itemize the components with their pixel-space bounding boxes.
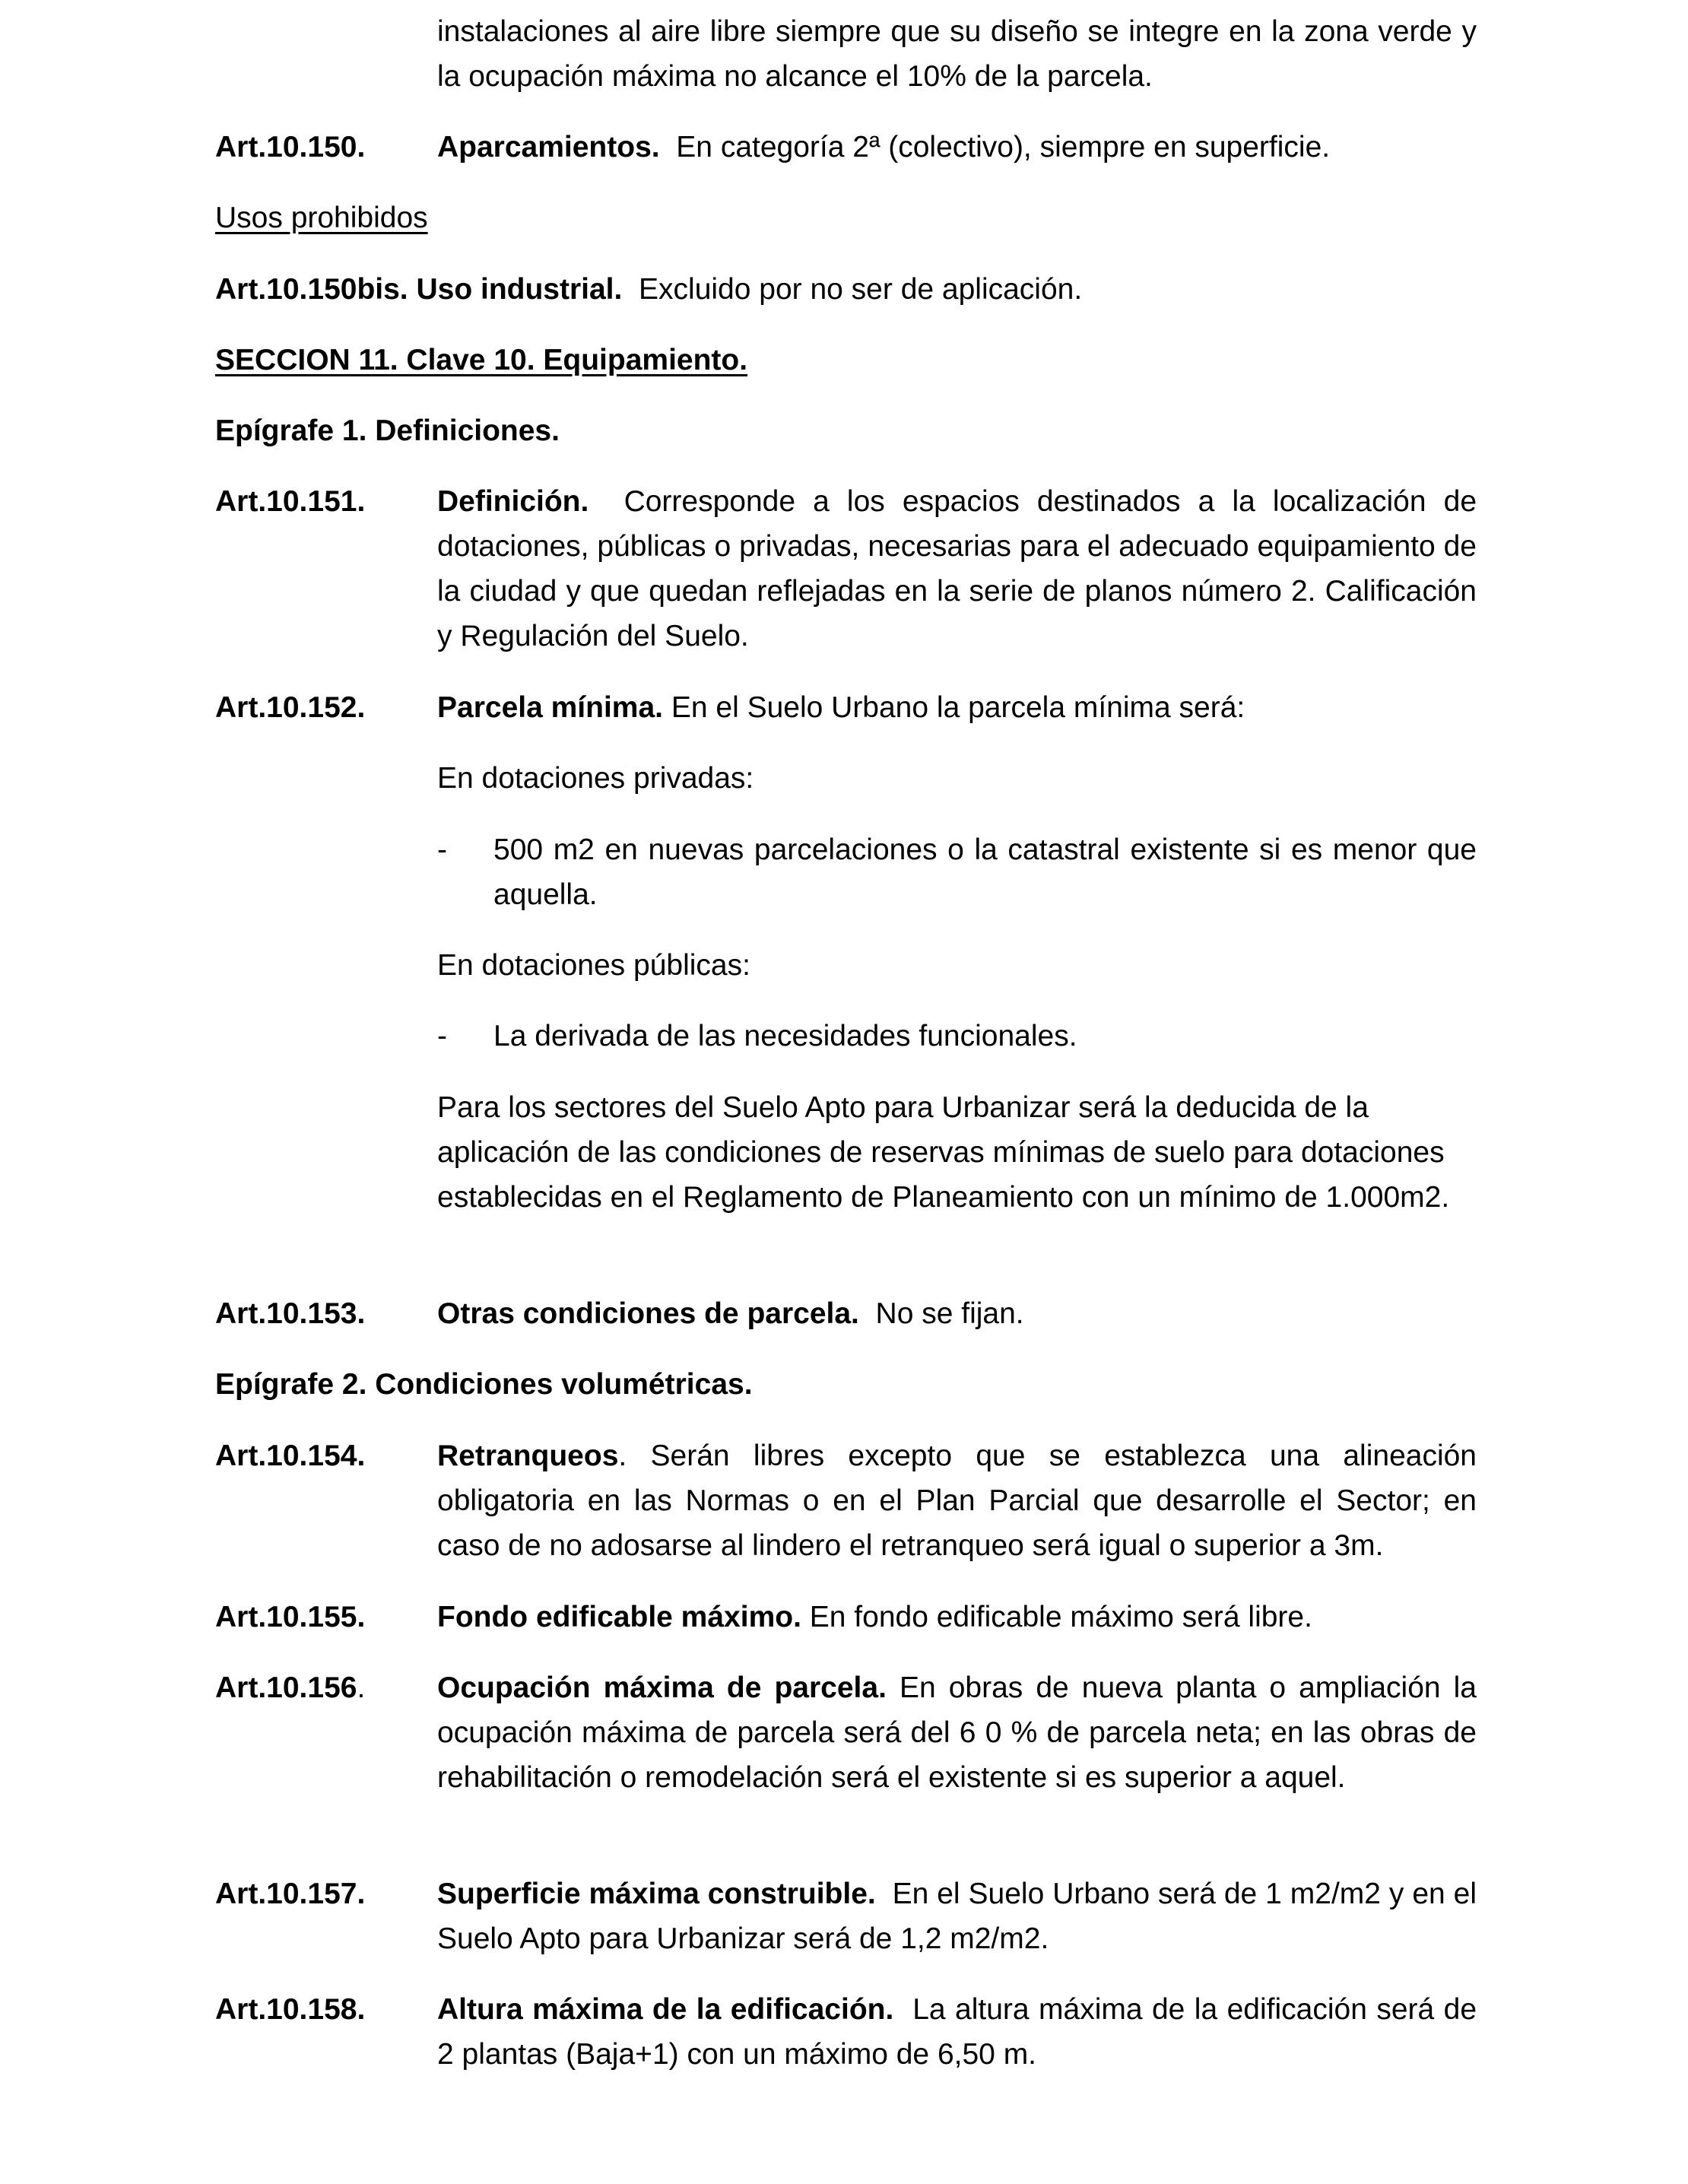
bullet-dash: - — [437, 833, 447, 866]
article-title: Parcela mínima. — [437, 691, 663, 724]
article-number: Art.10.151. — [215, 485, 366, 518]
article-title: Superficie máxima construible. — [437, 1878, 876, 1910]
article-title: Ocupación máxima de parcela. — [437, 1671, 887, 1704]
article-number: Art.10.150. — [215, 131, 366, 163]
article-body — [437, 479, 1477, 659]
article-number: Art.10.154. — [215, 1440, 366, 1472]
article-text: No se fijan. — [875, 1297, 1024, 1330]
article-number: Art.10.158. — [215, 1993, 366, 2026]
usos-prohibidos-heading: Usos prohibidos — [215, 202, 428, 234]
bullet-text: 500 m2 en nuevas parcelaciones o la catastral existente si es menor que aquella. — [493, 833, 1477, 911]
bullet-dash: - — [437, 1020, 447, 1052]
bullet-text: La derivada de las necesidades funcionales. — [493, 1020, 1077, 1052]
epigrafe-2-heading: Epígrafe 2. Condiciones volumétricas. — [215, 1368, 753, 1401]
article-number — [215, 1665, 365, 1710]
article-text: En categoría 2ª (colectivo), siempre en superficie. — [676, 131, 1331, 163]
article-number: Art.10.152. — [215, 691, 366, 724]
article-title: Definición. — [437, 485, 589, 518]
article-body — [437, 1665, 1477, 1800]
article-text: En fondo edificable máximo será libre. — [809, 1601, 1312, 1633]
article-text: . Serán libres excepto que se establezca una alineación obligatoria en las Normas o en el Plan Parcial que desarrolle el Sector; en caso de no adosarse al lindero el retranqueo será igual o superior a 3m. — [437, 1440, 1477, 1562]
article-text: En el Suelo Urbano la parcela mínima será: — [671, 691, 1245, 724]
article-title: Aparcamientos. — [437, 131, 660, 163]
article-title: Retranqueos — [437, 1440, 619, 1472]
continuation-paragraph: instalaciones al aire libre siempre que su diseño se integre en la zona verde y la ocupación máxima no alcance el 10% de la parcela. — [437, 15, 1477, 93]
article-text: La altura máxima de la edificación será de 2 plantas (Baja+1) con un máximo de 6,50 m. — [437, 1993, 1477, 2071]
article-text: Excluido por no ser de aplicación. — [639, 273, 1083, 306]
epigrafe-1-heading: Epígrafe 1. Definiciones. — [215, 414, 560, 447]
publicas-label: En dotaciones públicas: — [437, 949, 750, 982]
article-number-suffix: . — [357, 1671, 366, 1704]
article-title: Otras condiciones de parcela. — [437, 1297, 859, 1330]
article-number: Art.10.157. — [215, 1878, 366, 1910]
sectores-paragraph: Para los sectores del Suelo Apto para Urbanizar será la deducida de la aplicación de las condiciones de reservas mínimas de suelo para dotaciones establecidas en el Reglamento de Planeamiento con un mínimo de 1.000m2. — [437, 1091, 1450, 1214]
article-10-150bis — [215, 267, 1477, 312]
article-body — [437, 1433, 1477, 1568]
article-title: Fondo edificable máximo. — [437, 1601, 801, 1633]
section-heading: SECCION 11. Clave 10. Equipamiento. — [215, 344, 748, 376]
article-number-text: Art.10.156 — [215, 1671, 357, 1704]
article-text: En obras de nueva planta o ampliación la ocupación máxima de parcela será del 6 0 % de parcela neta; en las obras de rehabilitación o remodelación será el existente si es superior a aquel. — [437, 1671, 1477, 1794]
article-text: Corresponde a los espacios destinados a la localización de dotaciones, públicas o privadas, necesarias para el adecuado equipamiento de la ciudad y que quedan reflejadas en la serie de planos número 2. Calificación y Regulación del Suelo. — [437, 485, 1477, 652]
article-number: Art.10.153. — [215, 1297, 366, 1330]
article-body — [437, 1595, 1477, 1640]
article-body — [437, 1987, 1477, 2077]
privadas-label: En dotaciones privadas: — [437, 762, 754, 795]
article-title: Art.10.150bis. Uso industrial. — [215, 273, 623, 306]
article-body — [437, 1291, 1477, 1336]
article-title: Altura máxima de la edificación. — [437, 1993, 894, 2026]
article-body — [437, 1871, 1477, 1961]
article-body — [437, 685, 1477, 730]
article-text: En el Suelo Urbano será de 1 m2/m2 y en el Suelo Apto para Urbanizar será de 1,2 m2/m2. — [437, 1878, 1477, 1955]
article-body — [437, 125, 1477, 170]
article-number: Art.10.155. — [215, 1601, 366, 1633]
